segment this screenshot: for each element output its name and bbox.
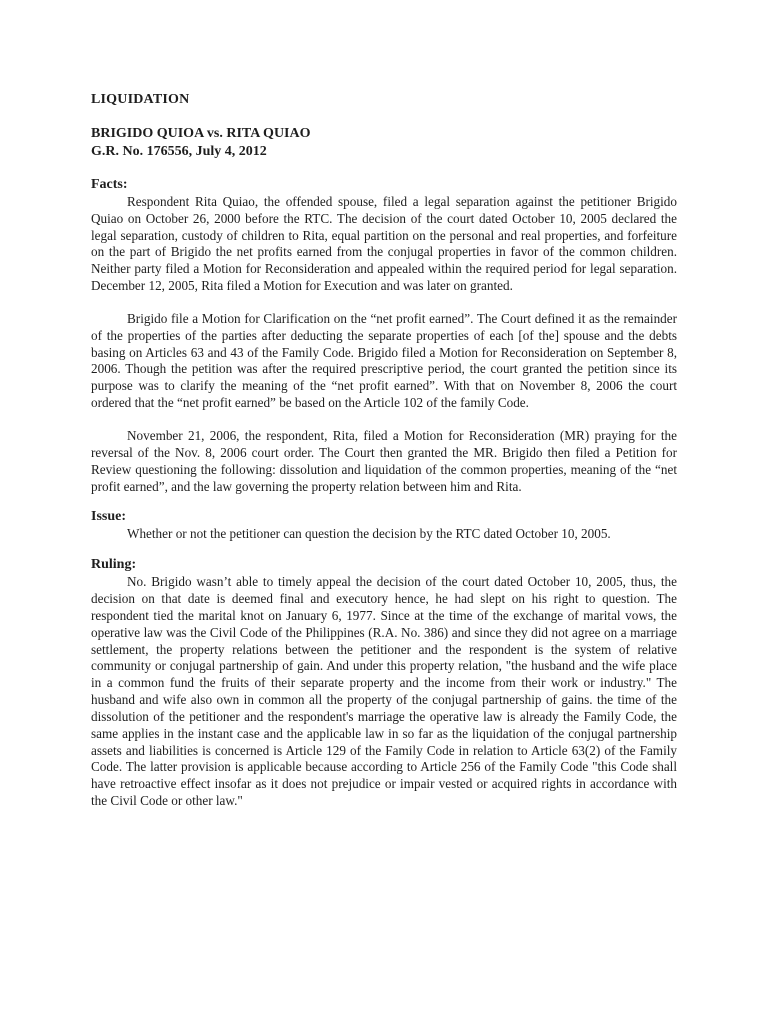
facts-paragraph-2: Brigido file a Motion for Clarification on the “net profit earned”. The Court defined it as the remainder of the properties of the parties after deducting the separate properties of each [of the] spouse and the debts basing on Articles 63 and 43 of the Family Code. Brigido filed a Motion for Reconsideration on September 8, 2006. Though the petition was after the required prescriptive period, the court granted the petition since its purpose was to clarify the meaning of the “net profit earned”. With that on November 8, 2006 the court ordered that the “net profit earned” be based on the Article 102 of the family Code. (91, 310, 677, 411)
document-page (91, 92, 677, 810)
document-title: LIQUIDATION (91, 92, 190, 107)
facts-heading: Facts: (91, 176, 128, 192)
ruling-paragraph: No. Brigido wasn’t able to timely appeal the decision of the court dated October 10, 2005, thus, the decision on that date is deemed final and executory hence, he had slept on his right to question. The respondent tied the marital knot on January 6, 1977. Since at the time of the exchange of marital vows, the operative law was the Civil Code of the Philippines (R.A. No. 386) and since they did not agree on a marriage settlement, the property relations between the petitioner and the respondent is the system of relative community or conjugal partnership of gain. And under this property relation, "the husband and the wife place in a common fund the fruits of their separate property and the income from their work or industry." The husband and wife also own in common all the property of the conjugal partnership of gains. the time of the dissolution of the petitioner and the respondent's marriage the operative law is already the Family Code, the same applies in the instant case and the applicable law in so far as the liquidation of the conjugal partnership assets and liabilities is concerned is Article 129 of the Family Code in relation to Article 63(2) of the Family Code. The latter provision is applicable because according to Article 256 of the Family Code "this Code shall have retroactive effect insofar as it does not prejudice or impair vested or acquired rights in accordance with the Civil Code or other law." (91, 574, 677, 809)
ruling-heading: Ruling: (91, 557, 137, 573)
issue-heading: Issue: (91, 509, 127, 525)
facts-paragraph-1: Respondent Rita Quiao, the offended spouse, filed a legal separation against the petitioner Brigido Quiao on October 26, 2000 before the RTC. The decision of the court dated October 10, 2005 declared the legal separation, custody of children to Rita, equal partition on the personal and real properties, and forfeiture on the part of Brigido the net profits earned from the conjugal properties in favor of the common children. Neither party filed a Motion for Reconsideration and appealed within the required period for legal separation. December 12, 2005, Rita filed a Motion for Execution and was later on granted. (91, 193, 677, 294)
case-title: BRIGIDO QUIOA vs. RITA QUIAO (91, 125, 311, 141)
facts-paragraph-3: November 21, 2006, the respondent, Rita, filed a Motion for Reconsideration (MR) praying for the reversal of the Nov. 8, 2006 court order. The Court then granted the MR. Brigido then filed a Petition for Review questioning the following: dissolution and liquidation of the common properties, meaning of the “net profit earned”, and the law governing the property relation between him and Rita. (91, 427, 677, 494)
issue-paragraph: Whether or not the petitioner can question the decision by the RTC dated October 10, 2005. (127, 526, 611, 542)
case-number: G.R. No. 176556, July 4, 2012 (91, 143, 267, 159)
